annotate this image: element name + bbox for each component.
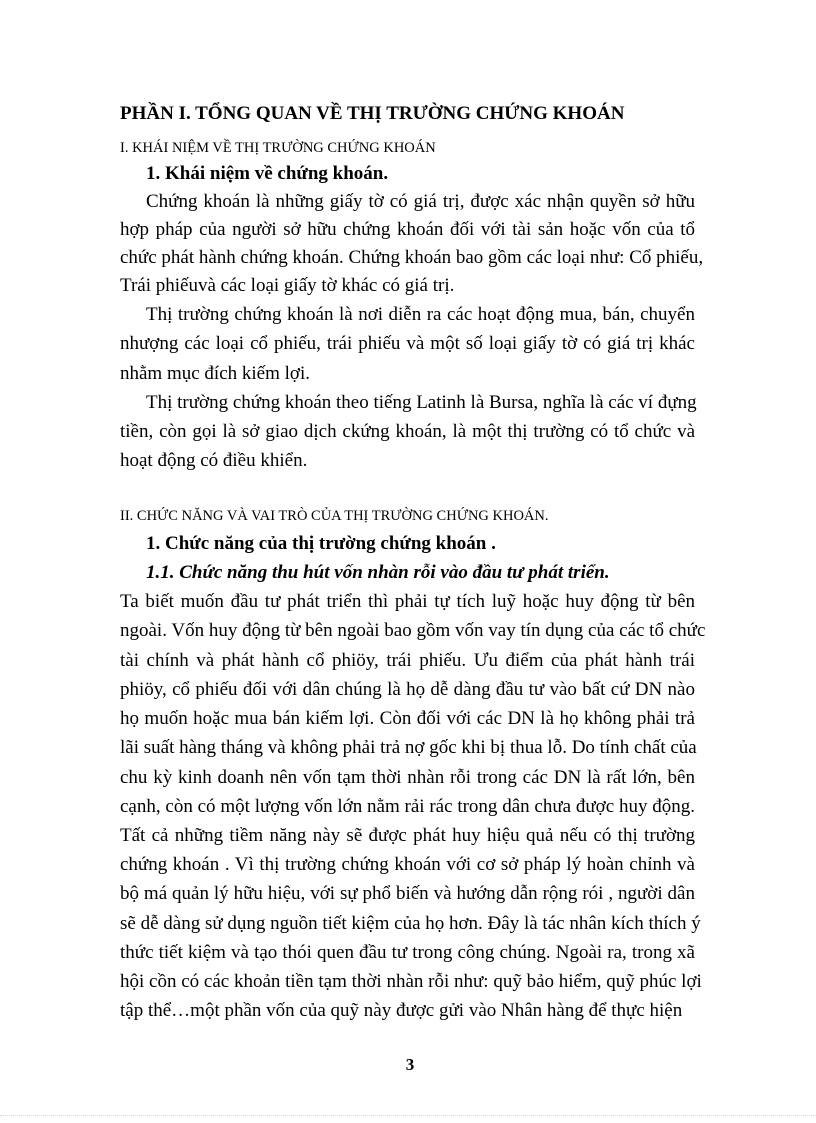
paragraph-line: Tất cả những tiềm năng này sẽ được phát huy hiệu quả nếu có thị trường <box>120 825 695 846</box>
paragraph-line: thức tiết kiệm và tạo thói quen đầu tư trong công chúng. Ngoài ra, trong xã <box>120 942 695 963</box>
paragraph-line: Trái phiếuvà các loại giấy tờ khác có giá trị. <box>120 275 455 296</box>
paragraph-line: tài chính và phát hành cổ phiöy, trái phiếu. Ưu điểm của phát hành trái <box>120 650 695 671</box>
section-1-subtitle: 1. Khái niệm về chứng khoán. <box>146 163 389 184</box>
paragraph-line: chứng khoán . Vì thị trường chứng khoán với cơ sở pháp lý hoàn chỉnh và <box>120 854 695 875</box>
paragraph-line: phiöy, cổ phiếu đối với dân chúng là họ dễ dàng đầu tư vào bất cứ DN nào <box>120 679 695 700</box>
paragraph-line: bộ má quản lý hữu hiệu, với sự phổ biến và hướng dẫn rộng rói , người dân <box>120 883 695 904</box>
page-divider <box>0 1115 816 1116</box>
paragraph-line: chức phát hành chứng khoán. Chứng khoán bao gồm các loại như: Cổ phiếu, <box>120 247 704 268</box>
paragraph-line: lãi suất hàng tháng và không phải trả nợ gốc khi bị thua lỗ. Do tính chất của <box>120 737 697 758</box>
paragraph-line: Ta biết muốn đầu tư phát triển thì phải tự tích luỹ hoặc huy động từ bên <box>120 591 695 612</box>
section-2-subtitle: 1. Chức năng của thị trường chứng khoán . <box>146 533 496 554</box>
paragraph-line: hợp pháp của người sở hữu chứng khoán đối với tài sản hoặc vốn của tổ <box>120 219 695 240</box>
section-2-title: II. CHỨC NĂNG VÀ VAI TRÒ CỦA THỊ TRƯỜNG CHỨNG KHOÁN. <box>120 508 549 524</box>
part-heading: PHẦN I. TỔNG QUAN VỀ THỊ TRƯỜNG CHỨNG KHOÁN <box>120 103 625 124</box>
paragraph-line: Chứng khoán là những giấy tờ có giá trị, được xác nhận quyền sở hữu <box>146 191 695 212</box>
paragraph-line: hội cồn có các khoản tiền tạm thời nhàn rỗi như: quỹ bảo hiểm, quỹ phúc lợi <box>120 971 702 992</box>
paragraph-line: hoạt động có điều khiển. <box>120 450 308 471</box>
paragraph-line: tập thể…một phần vốn của quỹ này được gửi vào Nhân hàng để thực hiện <box>120 1000 683 1021</box>
paragraph-line: nhằm mục đích kiếm lợi. <box>120 363 310 384</box>
paragraph-line: Thị trường chứng khoán là nơi diễn ra các hoạt động mua, bán, chuyển <box>146 304 695 325</box>
paragraph-line: cạnh, còn có một lượng vốn lớn nằm rải rác trong dân chưa được huy động. <box>120 796 695 817</box>
section-2-subsubtitle: 1.1. Chức năng thu hút vốn nhàn rỗi vào đầu tư phát triển. <box>146 562 610 583</box>
paragraph-line: tiền, còn gọi là sở giao dịch ckứng khoán, là một thị trường có tổ chức và <box>120 421 695 442</box>
paragraph-line: ngoài. Vốn huy động từ bên ngoài bao gồm vốn vay tín dụng của các tổ chức <box>120 620 706 641</box>
paragraph-line: chu kỳ kinh doanh nên vốn tạm thời nhàn rỗi trong các DN là rất lớn, bên <box>120 767 695 788</box>
paragraph-line: nhượng các loại cổ phiếu, trái phiếu và một số loại giấy tờ có giá trị khác <box>120 333 695 354</box>
paragraph-line: họ muốn hoặc mua bán kiếm lợi. Còn đối với các DN là họ không phải trả <box>120 708 695 729</box>
paragraph-line: Thị trường chứng khoán theo tiếng Latinh là Bursa, nghĩa là các ví đựng <box>146 392 697 413</box>
paragraph-line: sẽ dễ dàng sử dụng nguồn tiết kiệm của họ hơn. Đây là tác nhân kích thích ý <box>120 913 701 934</box>
page-number: 3 <box>405 1055 415 1074</box>
section-1-title: I. KHÁI NIỆM VỀ THỊ TRƯỜNG CHỨNG KHOÁN <box>120 140 436 156</box>
